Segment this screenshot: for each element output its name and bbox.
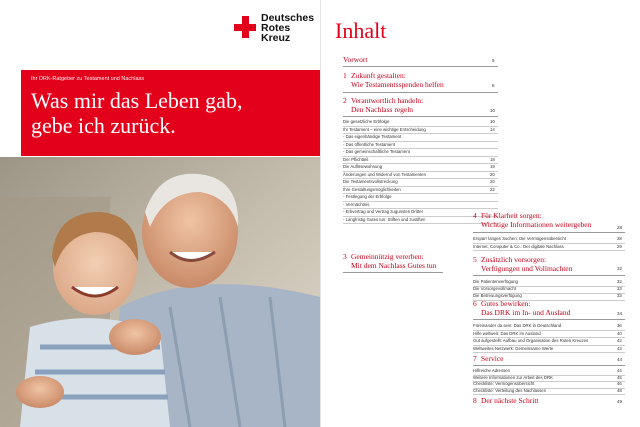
toc-row <box>343 202 498 207</box>
toc-row-label: - Langfristig Gutes tun: Stiften und zustiften <box>343 216 426 222</box>
toc-row-page: 10 <box>490 119 495 124</box>
toc-row-page: 42 <box>617 338 622 343</box>
toc-row <box>343 127 498 132</box>
toc-row-page: 20 <box>490 179 495 184</box>
toc-row-label: Der Pflichtteil <box>343 156 369 162</box>
toc-row <box>473 381 625 386</box>
toc-page-number: 44 <box>617 357 623 362</box>
toc-row-page: 44 <box>617 368 622 373</box>
toc-page-number: 6 <box>492 83 495 88</box>
toc-row-page: 33 <box>617 293 622 298</box>
section-title: Zukunft gestalten: <box>351 71 406 80</box>
toc-row <box>343 149 498 154</box>
cover-title-line: gebe ich zurück. <box>31 113 176 138</box>
toc-row-label: - Festlegung der Erbfolge <box>343 194 392 199</box>
toc-divider <box>343 272 443 273</box>
toc-row-label: - Das eigenhändige Testament <box>343 134 402 139</box>
toc-row-label: Ihre Gestaltungsmöglichkeiten <box>343 186 401 192</box>
toc-row-page: 45 <box>617 374 622 380</box>
toc-row-divider <box>343 223 498 224</box>
title-banner <box>21 70 320 156</box>
section-number: 3 <box>343 252 347 261</box>
section-subtitle: Wichtige Informationen weitergeben <box>481 220 592 229</box>
toc-row-page: 29 <box>617 243 622 249</box>
toc-row <box>343 187 498 192</box>
section-title: Gemeinnützig vererben: <box>351 252 424 261</box>
toc-row <box>343 157 498 162</box>
toc-row <box>473 286 625 291</box>
toc-row <box>343 142 498 147</box>
drk-logo <box>234 13 314 43</box>
toc-row-page: 18 <box>490 156 495 162</box>
section-subtitle: Wie Testamentsspenden helfen <box>351 80 444 89</box>
section-title: Gutes bewirken: <box>481 299 531 308</box>
toc-row-page: 32 <box>617 279 622 284</box>
toc-page-number: 28 <box>617 225 623 230</box>
toc-row-label: Checkliste: Vermögensübersicht <box>473 381 535 386</box>
toc-row-label: Hilfe weltweit: Das DRK im Ausland <box>473 330 541 336</box>
toc-heading: Inhalt <box>335 18 387 43</box>
section-subtitle: Verfügungen und Vollmachten <box>481 264 573 273</box>
toc-row-label: Die gesetzliche Erbfolge <box>343 119 390 124</box>
toc-divider <box>343 116 498 117</box>
toc-row <box>343 172 498 177</box>
toc-row-label: - Erbvertrag und Vertrag zugunsten Dritter <box>343 209 424 214</box>
toc-row-page: 46 <box>617 381 622 386</box>
section-number: 2 <box>343 96 347 105</box>
toc-row <box>473 368 625 373</box>
toc-page-number: 32 <box>617 266 623 271</box>
toc-row-label: - Das gemeinschaftliche Testament <box>343 149 410 154</box>
toc-row-label: Hilfreiche Adressen <box>473 368 511 373</box>
toc-page-number: 10 <box>490 108 496 113</box>
logo-line: Rotes <box>261 22 291 34</box>
toc-row <box>473 388 625 393</box>
toc-row-page: 36 <box>617 323 622 328</box>
grandfather-child-photo <box>0 157 320 427</box>
section-subtitle: Das DRK im In- und Ausland <box>481 308 571 317</box>
toc-divider <box>473 232 625 233</box>
toc-row-label: Die Betreuungsverfügung <box>473 293 522 298</box>
toc-entry-label: Vorwort <box>343 55 368 64</box>
toc-row-page: 14 <box>490 126 495 132</box>
section-subtitle: Mit dem Nachlass Gutes tun <box>351 261 437 270</box>
toc-row <box>473 323 625 328</box>
section-number: 6 <box>473 299 477 308</box>
toc-row <box>473 346 625 351</box>
section-title: Zusätzlich vorsorgen: <box>481 255 547 264</box>
toc-row-label: Checkliste: Verteilung des Nachlasses <box>473 387 546 393</box>
toc-page-number: 5 <box>492 58 495 63</box>
toc-row <box>343 164 498 169</box>
red-cross-icon <box>234 16 256 38</box>
toc-row-label: Änderungen und Widerruf von Testamenten <box>343 171 427 177</box>
section-number: 4 <box>473 211 477 220</box>
toc-row-label: Die Vorsorgevollmacht <box>473 286 516 291</box>
logo-line: Deutsches <box>261 12 315 24</box>
toc-row-page: 28 <box>617 236 622 241</box>
toc-row <box>343 179 498 184</box>
toc-row-page: 40 <box>617 330 622 336</box>
cover-title <box>31 88 317 138</box>
toc-row-label: Ersparr langes Suchen: Die Vermögensübersicht <box>473 236 566 241</box>
toc-row <box>473 236 625 241</box>
toc-page-number: 49 <box>617 399 623 404</box>
toc-row-label: Ihr Testament – eine wichtige Entscheidung <box>343 126 426 132</box>
toc-row-label: - Das öffentliche Testament <box>343 141 395 147</box>
toc-row-label: Gut aufgestellt: Aufbau und Organisation des Roten Kreuzes <box>473 338 589 343</box>
logo-line: Kreuz <box>261 32 291 44</box>
toc-row <box>343 194 498 199</box>
toc-row-label: Die Patientenverfügung <box>473 279 518 284</box>
toc-divider <box>473 319 625 320</box>
toc-row <box>343 134 498 139</box>
toc-row <box>473 279 625 284</box>
toc-row-divider <box>473 394 625 395</box>
logo-wordmark <box>261 13 314 43</box>
cover-photo <box>0 157 320 427</box>
toc-row-label: Weitere Informationen zur Arbeit des DRK <box>473 374 553 380</box>
section-title: Service <box>481 354 504 363</box>
toc-row <box>473 244 625 249</box>
section-number: 1 <box>343 71 347 80</box>
cover-title-line: Was mir das Leben gab, <box>31 88 243 113</box>
section-number: 8 <box>473 396 477 405</box>
section-subtitle: Den Nachlass regeln <box>351 105 414 114</box>
toc-row-page: 20 <box>490 171 495 177</box>
section-title: Für Klarheit sorgen: <box>481 211 542 220</box>
toc-row <box>473 331 625 336</box>
toc-row <box>473 293 625 298</box>
section-number: 7 <box>473 354 477 363</box>
section-number: 5 <box>473 255 477 264</box>
toc-row-page: 48 <box>617 387 622 393</box>
toc-row-label: Die Testamentsvollstreckung <box>343 179 398 184</box>
toc-divider <box>343 92 498 93</box>
section-title: Verantwortlich handeln: <box>351 96 424 105</box>
toc-row <box>473 338 625 343</box>
toc-row-page: 22 <box>490 186 495 192</box>
toc-row-label: Die Auflösewohnung <box>343 164 383 169</box>
toc-row <box>343 119 498 124</box>
toc-row <box>473 375 625 380</box>
section-title: Der nächste Schritt <box>481 396 539 405</box>
toc-row-divider <box>473 352 625 353</box>
toc-divider <box>473 275 625 276</box>
toc-row-page: 33 <box>617 286 622 291</box>
cover-subtitle: Ihr DRK-Ratgeber zu Testament und Nachlass <box>31 76 145 82</box>
toc-row-divider <box>473 250 625 251</box>
toc-row-label: - Vermächtnis <box>343 201 370 207</box>
toc-page-number: 34 <box>617 311 623 316</box>
toc-row-label: Weltweites Netzwerk: Gemeinsame Werte <box>473 345 554 351</box>
toc-row-page: 19 <box>490 164 495 169</box>
toc-divider <box>343 66 498 67</box>
toc-row-page: 43 <box>617 345 622 351</box>
toc-row-label: Internet, Computer & Co.: Der digitale Nachlass <box>473 243 564 249</box>
toc-divider <box>473 365 625 366</box>
toc-row-label: Füreinander da sein: Das DRK in Deutschland <box>473 323 562 328</box>
